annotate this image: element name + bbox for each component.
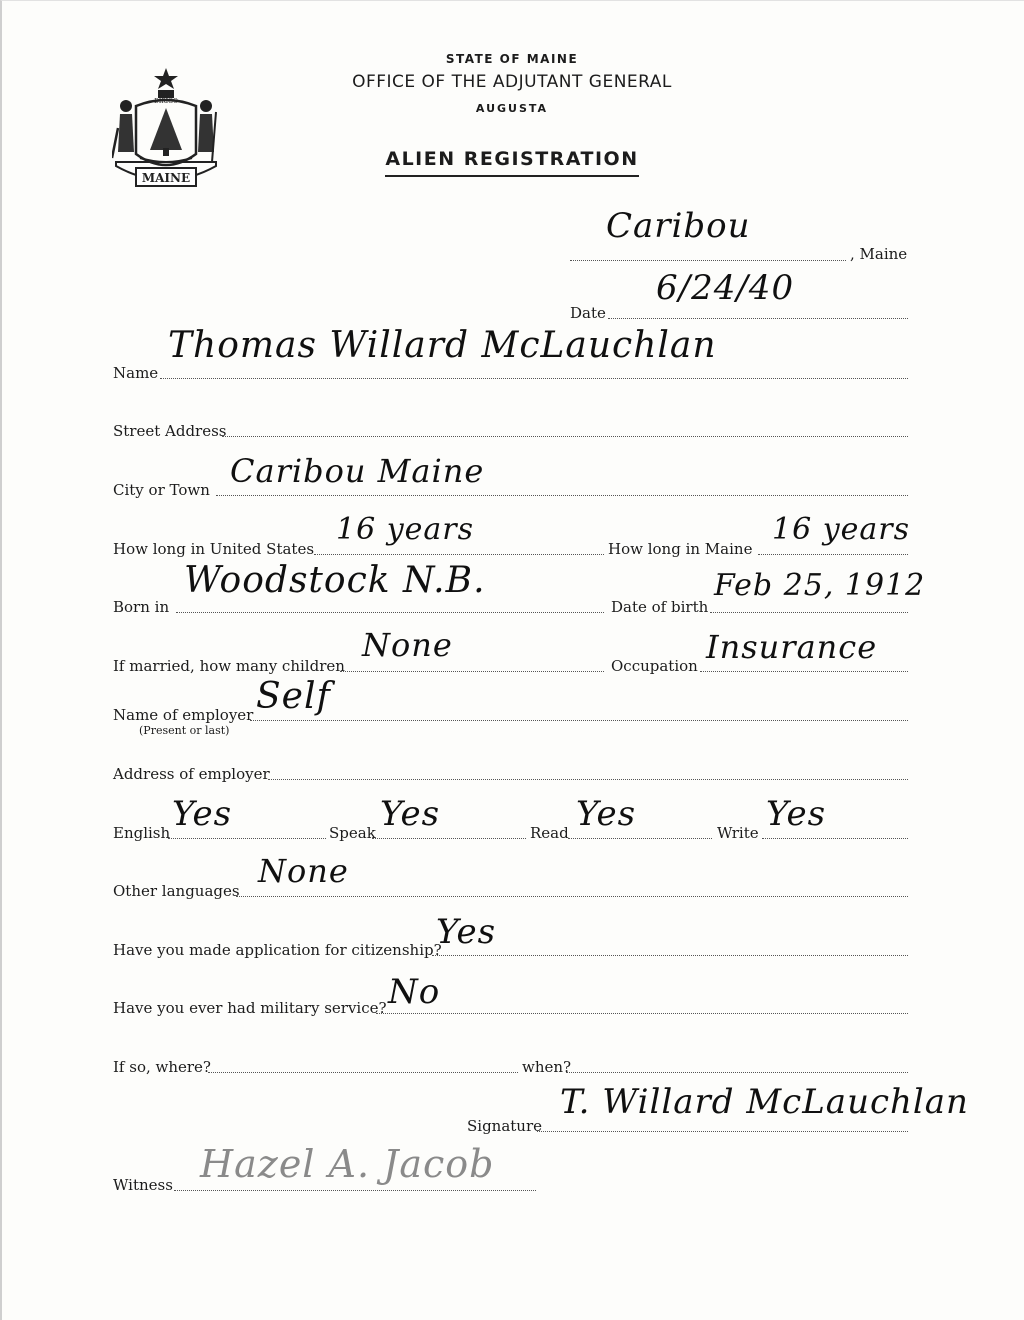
header-city: AUGUSTA xyxy=(475,102,549,115)
employer-label: Name of employer xyxy=(113,706,254,724)
city-label: City or Town xyxy=(113,481,210,499)
write-label: Write xyxy=(717,824,759,842)
city-value[interactable]: Caribou Maine xyxy=(230,452,485,490)
name-value[interactable]: Thomas Willard McLauchlan xyxy=(168,325,717,366)
header-office: OFFICE OF THE ADJUTANT GENERAL xyxy=(352,72,672,92)
header-state: STATE OF MAINE xyxy=(445,52,579,66)
name-line xyxy=(160,378,908,379)
dob-line xyxy=(710,612,908,613)
write-line xyxy=(762,838,908,839)
english-line xyxy=(168,838,326,839)
how-long-us-label: How long in United States xyxy=(113,540,315,558)
where-line xyxy=(208,1072,518,1073)
street-line xyxy=(222,436,908,437)
svg-text:MAINE: MAINE xyxy=(141,171,191,185)
how-long-maine-label: How long in Maine xyxy=(608,540,753,558)
children-value[interactable]: None xyxy=(362,626,453,664)
read-line xyxy=(568,838,712,839)
military-label: Have you ever had military service? xyxy=(113,999,387,1017)
dob-value[interactable]: Feb 25, 1912 xyxy=(714,568,926,603)
date-label: Date xyxy=(570,304,606,322)
employer-note: (Present or last) xyxy=(139,724,230,737)
citizenship-line xyxy=(432,955,908,956)
where-label: If so, where? xyxy=(113,1058,211,1076)
signature-label: Signature xyxy=(467,1117,543,1135)
employer-address-line xyxy=(268,779,908,780)
military-line xyxy=(376,1013,908,1014)
employer-address-label: Address of employer xyxy=(113,765,270,783)
married-label: If married, how many children xyxy=(113,657,345,675)
born-in-value[interactable]: Woodstock N.B. xyxy=(184,560,486,601)
english-value[interactable]: Yes xyxy=(172,794,233,834)
street-label: Street Address xyxy=(113,422,227,440)
how-long-maine-line xyxy=(758,554,908,555)
occupation-value[interactable]: Insurance xyxy=(706,628,878,666)
other-languages-line xyxy=(236,896,908,897)
citizenship-label: Have you made application for citizenship? xyxy=(113,941,442,959)
place-value[interactable]: Caribou xyxy=(606,206,751,246)
military-value[interactable]: No xyxy=(388,972,441,1012)
other-languages-label: Other languages xyxy=(113,882,240,900)
signature-line xyxy=(537,1131,908,1132)
english-label: English xyxy=(113,824,171,842)
how-long-us-value[interactable]: 16 years xyxy=(336,512,475,547)
speak-label: Speak xyxy=(329,824,376,842)
when-label: when? xyxy=(522,1058,572,1076)
married-line xyxy=(340,671,604,672)
date-value[interactable]: 6/24/40 xyxy=(656,268,795,308)
maine-label: , Maine xyxy=(850,245,908,263)
born-in-line xyxy=(176,612,604,613)
how-long-us-line xyxy=(314,554,604,555)
witness-value[interactable]: Hazel A. Jacob xyxy=(200,1142,495,1186)
svg-text:DIRIGO: DIRIGO xyxy=(154,98,178,105)
occupation-line xyxy=(700,671,908,672)
dob-label: Date of birth xyxy=(611,598,709,616)
place-line xyxy=(570,260,846,261)
form-title xyxy=(0,148,1024,177)
employer-line xyxy=(250,720,908,721)
date-line xyxy=(608,318,908,319)
citizenship-value[interactable]: Yes xyxy=(436,912,497,952)
witness-label: Witness xyxy=(113,1176,173,1194)
read-label: Read xyxy=(530,824,569,842)
name-label: Name xyxy=(113,364,159,382)
signature-value[interactable]: T. Willard McLauchlan xyxy=(560,1082,969,1122)
other-languages-value[interactable]: None xyxy=(258,852,349,890)
born-in-label: Born in xyxy=(113,598,170,616)
city-line xyxy=(216,495,908,496)
write-value[interactable]: Yes xyxy=(766,794,827,834)
when-line xyxy=(566,1072,908,1073)
employer-value[interactable]: Self xyxy=(256,676,331,717)
how-long-maine-value[interactable]: 16 years xyxy=(772,512,911,547)
witness-line xyxy=(174,1190,536,1191)
speak-value[interactable]: Yes xyxy=(380,794,441,834)
form-title-text: ALIEN REGISTRATION xyxy=(385,148,638,177)
read-value[interactable]: Yes xyxy=(576,794,637,834)
speak-line xyxy=(372,838,526,839)
occupation-label: Occupation xyxy=(611,657,698,675)
